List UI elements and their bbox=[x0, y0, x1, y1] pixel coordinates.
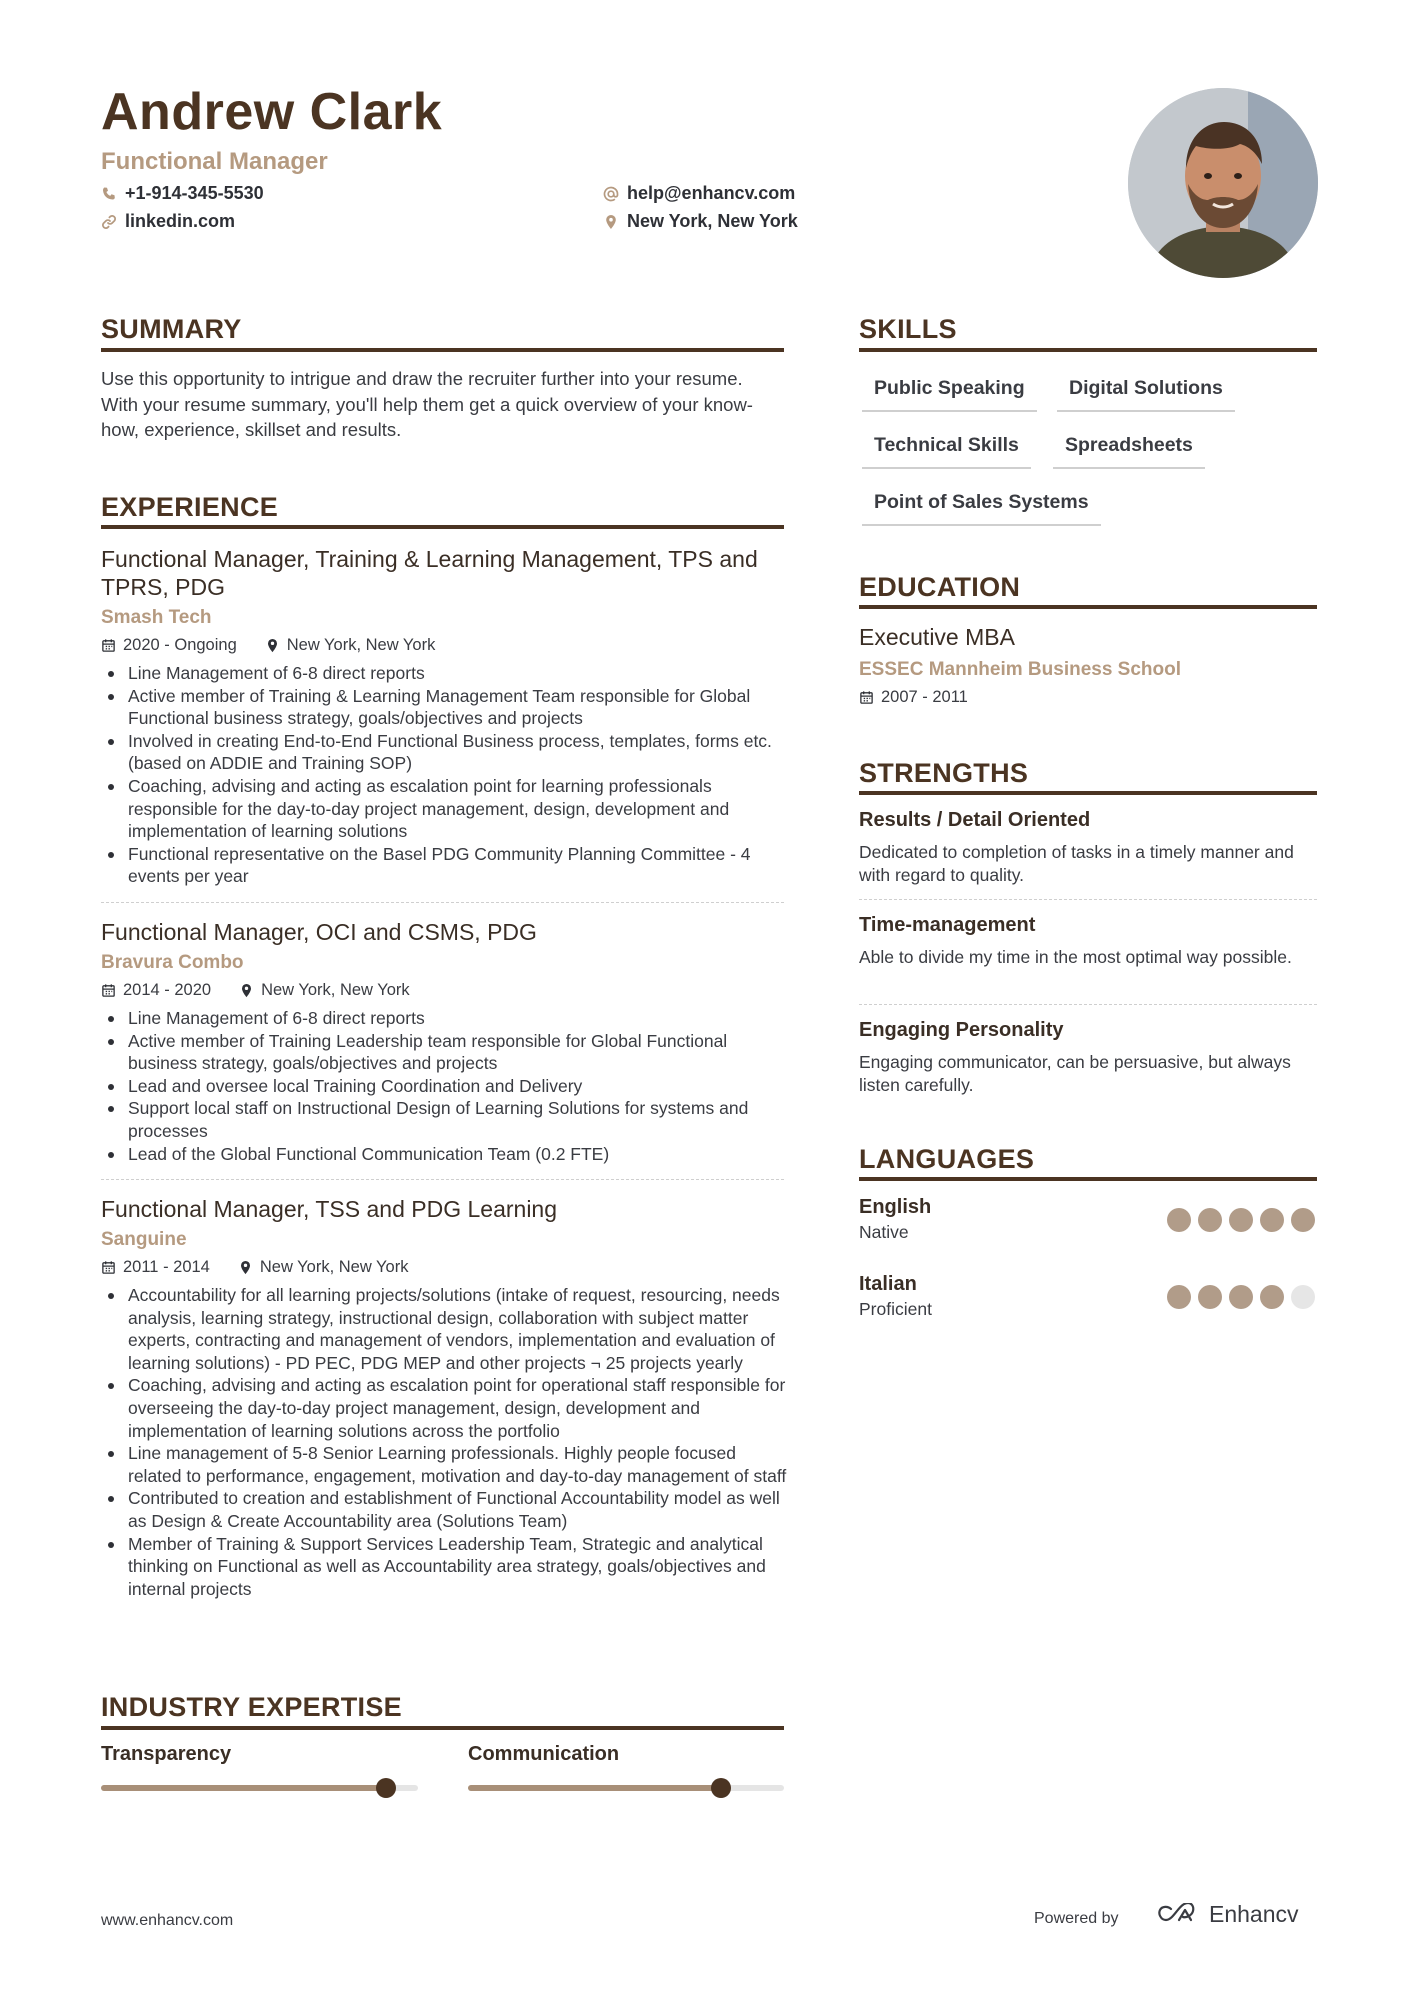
job-location: New York, New York bbox=[239, 981, 410, 1000]
job-divider bbox=[101, 902, 784, 903]
list-item: Lead and oversee local Training Coordination and Delivery bbox=[101, 1075, 791, 1098]
education-dates: 2007 - 2011 bbox=[859, 688, 968, 707]
list-item: Coaching, advising and acting as escalation point for learning professionals responsible for the day-to-day project management, design, development and implementation of learning solutions bbox=[101, 775, 791, 843]
expertise-knob bbox=[376, 1778, 396, 1798]
expertise-slider bbox=[468, 1785, 784, 1791]
education-school: ESSEC Mannheim Business School bbox=[859, 659, 1182, 680]
industry-rule bbox=[101, 1726, 784, 1730]
list-item: Involved in creating End-to-End Functional Business process, templates, forms etc. (based on ADDIE and Training SOP) bbox=[101, 730, 791, 775]
job-divider bbox=[101, 1179, 784, 1180]
skill-tag: Point of Sales Systems bbox=[862, 491, 1101, 526]
footer-website[interactable]: www.enhancv.com bbox=[101, 1912, 234, 1929]
list-item: Contributed to creation and establishment of Functional Accountability model as well as Design & Create Accountability area (Solutions Team) bbox=[101, 1487, 791, 1532]
language-level: Proficient bbox=[859, 1299, 932, 1319]
strength-title: Time-management bbox=[859, 914, 1036, 936]
enhancv-logo-icon bbox=[1155, 1903, 1201, 1927]
rating-dot-filled bbox=[1229, 1208, 1253, 1232]
language-name: Italian bbox=[859, 1273, 917, 1295]
list-item: Active member of Training & Learning Management Team responsible for Global Functional business strategy, goals/objectives and projects bbox=[101, 685, 791, 730]
candidate-name: Andrew Clark bbox=[101, 83, 443, 141]
list-item: Line management of 5-8 Senior Learning professionals. Highly people focused related to performance, engagement, motivation and day-to-day management of staff bbox=[101, 1442, 791, 1487]
location-pin-icon bbox=[265, 638, 280, 653]
job-company: Smash Tech bbox=[101, 607, 212, 628]
rating-dot-filled bbox=[1260, 1285, 1284, 1309]
location-text: New York, New York bbox=[627, 211, 798, 231]
industry-title: INDUSTRY EXPERTISE bbox=[101, 1692, 402, 1722]
list-item: Functional representative on the Basel PDG Community Planning Committee - 4 events per year bbox=[101, 843, 791, 888]
skill-tag: Public Speaking bbox=[862, 377, 1037, 412]
calendar-icon bbox=[101, 983, 116, 998]
skills-title: SKILLS bbox=[859, 314, 957, 344]
summary-rule bbox=[101, 348, 784, 352]
job-bullets bbox=[101, 662, 791, 888]
email-text: help@enhancv.com bbox=[627, 183, 796, 203]
job-meta bbox=[101, 1258, 436, 1277]
experience-rule bbox=[101, 525, 784, 529]
job-bullets bbox=[101, 1007, 791, 1165]
expertise-slider bbox=[101, 1785, 418, 1791]
location-pin-icon bbox=[603, 214, 619, 230]
job-company: Sanguine bbox=[101, 1229, 187, 1250]
strength-divider bbox=[859, 1004, 1317, 1005]
list-item: Support local staff on Instructional Design of Learning Solutions for systems and processes bbox=[101, 1097, 791, 1142]
location-pin-icon bbox=[238, 1260, 253, 1275]
phone-text: +1-914-345-5530 bbox=[125, 183, 264, 203]
skill-tag: Spreadsheets bbox=[1053, 434, 1205, 469]
education-title: EDUCATION bbox=[859, 572, 1021, 602]
footer-brand[interactable] bbox=[1155, 1901, 1299, 1928]
strength-title: Engaging Personality bbox=[859, 1019, 1064, 1041]
contact-email[interactable] bbox=[603, 183, 795, 204]
list-item: Accountability for all learning projects/solutions (intake of request, resourcing, needs analysis, learning strategy, instructional design, collaboration with subject matter experts, contracting and management of vendors, implementation and evaluation of learning solutions) - PD PEC, PDG MEP and other projects ¬ 25 projects yearly bbox=[101, 1284, 791, 1374]
list-item: Coaching, advising and acting as escalation point for operational staff responsible for overseeing the day-to-day project management, design, development and implementation of learning solutions across the portfolio bbox=[101, 1374, 791, 1442]
job-dates: 2020 - Ongoing bbox=[101, 636, 237, 655]
skills-rule bbox=[859, 348, 1317, 352]
rating-dot-filled bbox=[1167, 1208, 1191, 1232]
job-title: Functional Manager, OCI and CSMS, PDG bbox=[101, 919, 537, 945]
job-meta bbox=[101, 636, 463, 655]
list-item: Active member of Training Leadership team responsible for Global Functional business strategy, goals/objectives and projects bbox=[101, 1030, 791, 1075]
summary-text: Use this opportunity to intrigue and draw the recruiter further into your resume. With your resume summary, you'll help them get a quick overview of your know-how, experience, skillset and results. bbox=[101, 368, 753, 440]
list-item: Line Management of 6-8 direct reports bbox=[101, 1007, 791, 1030]
job-company: Bravura Combo bbox=[101, 952, 244, 973]
education-rule bbox=[859, 605, 1317, 609]
job-dates: 2011 - 2014 bbox=[101, 1258, 210, 1277]
expertise-knob bbox=[711, 1778, 731, 1798]
job-bullets bbox=[101, 1284, 791, 1600]
expertise-fill bbox=[468, 1785, 721, 1791]
strength-divider bbox=[859, 899, 1317, 900]
skill-tag: Digital Solutions bbox=[1057, 377, 1235, 412]
strength-desc: Dedicated to completion of tasks in a timely manner and with regard to quality. bbox=[859, 842, 1294, 885]
calendar-icon bbox=[101, 1260, 116, 1275]
rating-dot-filled bbox=[1198, 1208, 1222, 1232]
rating-dot-filled bbox=[1198, 1285, 1222, 1309]
list-item: Lead of the Global Functional Communication Team (0.2 FTE) bbox=[101, 1143, 791, 1166]
linkedin-text: linkedin.com bbox=[125, 211, 236, 231]
footer-brand-text: Enhancv bbox=[1209, 1901, 1299, 1927]
strength-desc: Engaging communicator, can be persuasive, but always listen carefully. bbox=[859, 1052, 1291, 1095]
experience-title: EXPERIENCE bbox=[101, 492, 279, 522]
skill-tag: Technical Skills bbox=[862, 434, 1031, 469]
job-location: New York, New York bbox=[238, 1258, 409, 1277]
rating-dot-empty bbox=[1291, 1285, 1315, 1309]
job-meta bbox=[101, 981, 438, 1000]
job-title: Functional Manager, TSS and PDG Learning bbox=[101, 1196, 558, 1222]
job-dates: 2014 - 2020 bbox=[101, 981, 211, 1000]
contact-phone bbox=[101, 183, 264, 204]
calendar-icon bbox=[101, 638, 116, 653]
calendar-icon bbox=[859, 690, 874, 705]
phone-icon bbox=[101, 186, 117, 202]
education-meta bbox=[859, 688, 996, 707]
location-pin-icon bbox=[239, 983, 254, 998]
list-item: Member of Training & Support Services Leadership Team, Strategic and analytical thinking on Functional as well as Accountability area strategy, goals/objectives and internal projects bbox=[101, 1533, 791, 1601]
contact-linkedin[interactable] bbox=[101, 211, 235, 232]
strength-desc: Able to divide my time in the most optimal way possible. bbox=[859, 947, 1292, 967]
languages-title: LANGUAGES bbox=[859, 1144, 1035, 1174]
footer-powered-by: Powered by bbox=[1034, 1910, 1119, 1927]
job-title: Functional Manager, Training & Learning Management, TPS and TPRS, PDG bbox=[101, 546, 758, 600]
expertise-fill bbox=[101, 1785, 386, 1791]
rating-dot-filled bbox=[1291, 1208, 1315, 1232]
link-icon bbox=[101, 214, 117, 230]
avatar bbox=[1128, 88, 1318, 278]
language-level: Native bbox=[859, 1222, 909, 1242]
summary-title: SUMMARY bbox=[101, 314, 242, 344]
expertise-label: Transparency bbox=[101, 1743, 232, 1765]
expertise-label: Communication bbox=[468, 1743, 620, 1765]
rating-dot-filled bbox=[1167, 1285, 1191, 1309]
list-item: Line Management of 6-8 direct reports bbox=[101, 662, 791, 685]
candidate-role: Functional Manager bbox=[101, 148, 328, 175]
contact-location bbox=[603, 211, 798, 232]
job-location: New York, New York bbox=[265, 636, 436, 655]
strengths-title: STRENGTHS bbox=[859, 758, 1029, 788]
languages-rule bbox=[859, 1177, 1317, 1181]
language-name: English bbox=[859, 1196, 932, 1218]
education-degree: Executive MBA bbox=[859, 624, 1015, 650]
strengths-rule bbox=[859, 791, 1317, 795]
strength-title: Results / Detail Oriented bbox=[859, 809, 1091, 831]
language-rating bbox=[1167, 1208, 1315, 1232]
language-rating bbox=[1167, 1285, 1315, 1309]
rating-dot-filled bbox=[1229, 1285, 1253, 1309]
at-icon bbox=[603, 186, 619, 202]
rating-dot-filled bbox=[1260, 1208, 1284, 1232]
